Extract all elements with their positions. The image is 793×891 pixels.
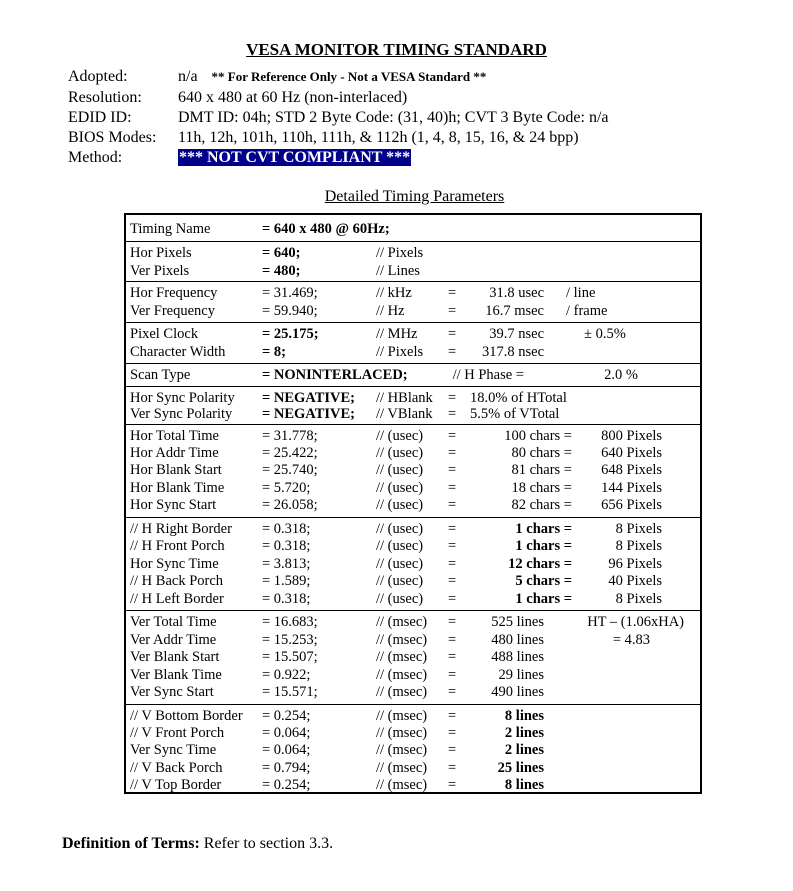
row-value: = 1.589;	[262, 573, 311, 589]
row-unit: // (msec)	[376, 777, 428, 793]
row-value: = 480;	[262, 263, 301, 279]
row-extra: ± 0.5%	[584, 326, 626, 342]
row-extra: 40 Pixels	[608, 573, 662, 589]
row-name: Ver Frequency	[130, 303, 215, 319]
row-unit: // (msec)	[376, 760, 428, 776]
row-value: = 15.571;	[262, 684, 318, 700]
table-row	[126, 572, 700, 590]
row-value: = 25.175;	[262, 326, 319, 342]
row-conversion: 5 chars =	[515, 573, 572, 589]
row-unit: // Hz	[376, 303, 405, 319]
table-row	[126, 302, 700, 320]
row-conversion: 490 lines	[491, 684, 544, 700]
row-conversion: 31.8 usec	[489, 285, 544, 301]
row-conversion: 2 lines	[504, 742, 544, 758]
row-equals: =	[448, 497, 457, 513]
table-row	[126, 461, 700, 479]
row-equals: =	[448, 614, 457, 630]
row-conversion: 39.7 nsec	[489, 326, 544, 342]
row-unit: // (msec)	[376, 708, 428, 724]
row-unit: // HBlank	[376, 390, 433, 406]
row-equals: =	[448, 344, 457, 360]
table-divider	[126, 322, 700, 323]
table-row	[126, 555, 700, 573]
timing-table	[124, 213, 702, 794]
row-unit: // (msec)	[376, 667, 428, 683]
row-extra: 648 Pixels	[601, 462, 662, 478]
table-divider	[126, 610, 700, 611]
row-conversion: 8 lines	[504, 777, 544, 793]
row-name: // V Top Border	[130, 777, 222, 793]
table-row	[126, 759, 700, 777]
page-title: VESA MONITOR TIMING STANDARD	[246, 40, 547, 59]
row-equals: =	[448, 521, 457, 537]
row-unit: // (usec)	[376, 445, 424, 461]
row-conversion: 18 chars =	[511, 480, 572, 496]
table-row	[126, 707, 700, 725]
row-name: Hor Sync Time	[130, 556, 219, 572]
table-row	[126, 724, 700, 742]
table-row	[126, 537, 700, 555]
row-name: // V Back Porch	[130, 760, 223, 776]
resolution-label: Resolution:	[68, 89, 142, 106]
row-value: = NEGATIVE;	[262, 406, 355, 422]
table-row	[126, 776, 700, 794]
row-value: = 0.318;	[262, 521, 311, 537]
edid-label: EDID ID:	[68, 109, 132, 126]
row-equals: =	[448, 428, 457, 444]
row-name: Hor Total Time	[130, 428, 219, 444]
row-name: Hor Sync Start	[130, 497, 217, 513]
row-equals: =	[448, 556, 457, 572]
definition-of-terms	[62, 835, 333, 853]
row-value: = 25.422;	[262, 445, 318, 461]
row-conversion: 80 chars =	[511, 445, 572, 461]
row-name: Hor Sync Polarity	[130, 390, 235, 406]
reference-note: ** For Reference Only - Not a VESA Standard **	[211, 69, 487, 84]
table-divider	[126, 424, 700, 425]
table-row	[126, 590, 700, 608]
row-equals: =	[448, 406, 457, 422]
row-name: Hor Frequency	[130, 285, 218, 301]
edid-value: DMT ID: 04h; STD 2 Byte Code: (31, 40)h; CVT 3 Byte Code: n/a	[178, 109, 609, 126]
table-row	[126, 648, 700, 666]
table-divider	[126, 704, 700, 705]
row-conversion: 12 chars =	[508, 556, 572, 572]
row-name: Ver Sync Start	[130, 684, 214, 700]
row-name: // H Left Border	[130, 591, 224, 607]
row-value: = 31.469;	[262, 285, 318, 301]
table-row	[126, 284, 700, 302]
row-equals: =	[448, 667, 457, 683]
table-row	[126, 520, 700, 538]
row-value: = 0.794;	[262, 760, 311, 776]
row-value: = 640;	[262, 245, 301, 261]
row-name: // H Right Border	[130, 521, 232, 537]
defs-text: Refer to section 3.3.	[203, 835, 334, 852]
row-value: = NONINTERLACED;	[262, 367, 408, 383]
row-conversion: 18.0% of HTotal	[470, 390, 567, 406]
row-name: Ver Addr Time	[130, 632, 217, 648]
row-extra: / frame	[566, 303, 608, 319]
row-name: Timing Name	[130, 221, 211, 237]
row-conversion: 525 lines	[491, 614, 544, 630]
row-equals: =	[448, 760, 457, 776]
row-unit: // (msec)	[376, 614, 428, 630]
adopted-value	[178, 67, 486, 87]
row-name: Character Width	[130, 344, 226, 360]
row-conversion: 82 chars =	[511, 497, 572, 513]
row-equals: =	[448, 649, 457, 665]
row-equals: =	[448, 684, 457, 700]
row-extra: 800 Pixels	[601, 428, 662, 444]
row-unit: // (msec)	[376, 725, 428, 741]
method-label: Method:	[68, 149, 123, 166]
row-unit: // Lines	[376, 263, 420, 279]
row-equals: =	[448, 285, 457, 301]
row-unit: // (msec)	[376, 632, 428, 648]
row-unit: // (usec)	[376, 480, 424, 496]
row-conversion: 100 chars =	[504, 428, 572, 444]
table-row	[126, 244, 700, 262]
row-value: = 59.940;	[262, 303, 318, 319]
bios-value: 11h, 12h, 101h, 110h, 111h, & 112h (1, 4, 8, 15, 16, & 24 bpp)	[178, 129, 579, 146]
row-unit: // (msec)	[376, 742, 428, 758]
table-divider	[126, 241, 700, 242]
row-name: Pixel Clock	[130, 326, 199, 342]
row-equals: =	[448, 303, 457, 319]
defs-label: Definition of Terms:	[62, 835, 200, 852]
row-conversion: 2 lines	[504, 725, 544, 741]
row-conversion: 8 lines	[504, 708, 544, 724]
table-row	[126, 631, 700, 649]
row-unit: // kHz	[376, 285, 412, 301]
row-value: = NEGATIVE;	[262, 390, 355, 406]
row-extra: / line	[566, 285, 596, 301]
row-unit: // MHz	[376, 326, 418, 342]
row-value: = 0.254;	[262, 777, 311, 793]
row-extra: 2.0 %	[604, 367, 638, 383]
table-divider	[126, 386, 700, 387]
row-equals: =	[448, 725, 457, 741]
row-extra: HT – (1.06xHA)	[587, 614, 684, 630]
row-equals: =	[448, 326, 457, 342]
row-unit: // Pixels	[376, 344, 424, 360]
row-equals: =	[448, 538, 457, 554]
row-value: = 16.683;	[262, 614, 318, 630]
row-value: = 31.778;	[262, 428, 318, 444]
table-row	[126, 683, 700, 701]
adopted-label: Adopted:	[68, 68, 128, 85]
row-unit: // VBlank	[376, 406, 433, 422]
row-value: = 0.064;	[262, 742, 311, 758]
row-equals: =	[448, 445, 457, 461]
row-value: = 8;	[262, 344, 286, 360]
row-conversion: 5.5% of VTotal	[470, 406, 560, 422]
row-extra: 640 Pixels	[601, 445, 662, 461]
table-divider	[126, 517, 700, 518]
row-conversion: 488 lines	[491, 649, 544, 665]
row-name: Ver Sync Time	[130, 742, 217, 758]
table-row	[126, 220, 700, 238]
row-value: = 0.254;	[262, 708, 311, 724]
table-divider	[126, 363, 700, 364]
row-name: Hor Blank Time	[130, 480, 225, 496]
row-equals: =	[448, 480, 457, 496]
row-unit: // (usec)	[376, 428, 424, 444]
row-equals: =	[448, 462, 457, 478]
row-conversion: 16.7 msec	[485, 303, 544, 319]
table-row	[126, 444, 700, 462]
table-divider	[126, 281, 700, 282]
row-unit: // (msec)	[376, 649, 428, 665]
bios-label: BIOS Modes:	[68, 129, 157, 146]
row-value: = 3.813;	[262, 556, 311, 572]
row-name: // V Bottom Border	[130, 708, 243, 724]
row-name: Hor Blank Start	[130, 462, 222, 478]
row-name: // V Front Porch	[130, 725, 225, 741]
row-unit: // (usec)	[376, 462, 424, 478]
row-equals: =	[448, 390, 457, 406]
row-conversion: 25 lines	[497, 760, 544, 776]
row-name: Ver Sync Polarity	[130, 406, 233, 422]
table-row	[126, 405, 700, 423]
row-conversion: 29 lines	[498, 667, 544, 683]
row-value: = 15.253;	[262, 632, 318, 648]
row-conversion: 81 chars =	[511, 462, 572, 478]
row-name: Ver Blank Time	[130, 667, 222, 683]
row-value: = 0.064;	[262, 725, 311, 741]
row-value: = 0.318;	[262, 591, 311, 607]
row-unit: // Pixels	[376, 245, 424, 261]
adopted-value-text: n/a	[178, 68, 198, 85]
row-conversion: 1 chars =	[515, 521, 572, 537]
row-extra: 144 Pixels	[601, 480, 662, 496]
row-value: = 26.058;	[262, 497, 318, 513]
row-name: Hor Pixels	[130, 245, 192, 261]
row-name: // H Front Porch	[130, 538, 225, 554]
table-row	[126, 496, 700, 514]
row-name: Ver Pixels	[130, 263, 190, 279]
table-row	[126, 325, 700, 343]
row-equals: =	[448, 777, 457, 793]
row-unit: // (usec)	[376, 521, 424, 537]
row-name: // H Back Porch	[130, 573, 224, 589]
row-unit: // H Phase =	[452, 367, 524, 383]
row-value: = 0.318;	[262, 538, 311, 554]
row-conversion: 1 chars =	[515, 591, 572, 607]
row-extra: 8 Pixels	[615, 591, 662, 607]
row-value: = 25.740;	[262, 462, 318, 478]
row-equals: =	[448, 742, 457, 758]
row-equals: =	[448, 632, 457, 648]
row-name: Scan Type	[130, 367, 191, 383]
row-extra: = 4.83	[612, 632, 650, 648]
row-extra: 8 Pixels	[615, 521, 662, 537]
row-conversion: 317.8 nsec	[481, 344, 544, 360]
row-name: Ver Total Time	[130, 614, 217, 630]
row-equals: =	[448, 591, 457, 607]
row-unit: // (msec)	[376, 684, 428, 700]
row-value: = 640 x 480 @ 60Hz;	[262, 221, 390, 237]
row-equals: =	[448, 573, 457, 589]
table-row	[126, 479, 700, 497]
row-value: = 0.922;	[262, 667, 311, 683]
table-row	[126, 366, 700, 384]
row-equals: =	[448, 708, 457, 724]
row-unit: // (usec)	[376, 573, 424, 589]
table-row	[126, 741, 700, 759]
section-title: Detailed Timing Parameters	[324, 188, 505, 205]
row-extra: 96 Pixels	[608, 556, 662, 572]
row-value: = 15.507;	[262, 649, 318, 665]
table-row	[126, 427, 700, 445]
row-conversion: 480 lines	[491, 632, 544, 648]
row-unit: // (usec)	[376, 556, 424, 572]
row-conversion: 1 chars =	[515, 538, 572, 554]
table-row	[126, 262, 700, 280]
resolution-value: 640 x 480 at 60 Hz (non-interlaced)	[178, 89, 408, 106]
table-row	[126, 343, 700, 361]
row-unit: // (usec)	[376, 497, 424, 513]
row-name: Ver Blank Start	[130, 649, 220, 665]
row-unit: // (usec)	[376, 538, 424, 554]
row-extra: 8 Pixels	[615, 538, 662, 554]
row-name: Hor Addr Time	[130, 445, 219, 461]
table-row	[126, 613, 700, 631]
row-value: = 5.720;	[262, 480, 311, 496]
row-extra: 656 Pixels	[601, 497, 662, 513]
method-value	[178, 148, 411, 168]
method-badge: *** NOT CVT COMPLIANT ***	[179, 149, 411, 166]
table-row	[126, 666, 700, 684]
row-unit: // (usec)	[376, 591, 424, 607]
